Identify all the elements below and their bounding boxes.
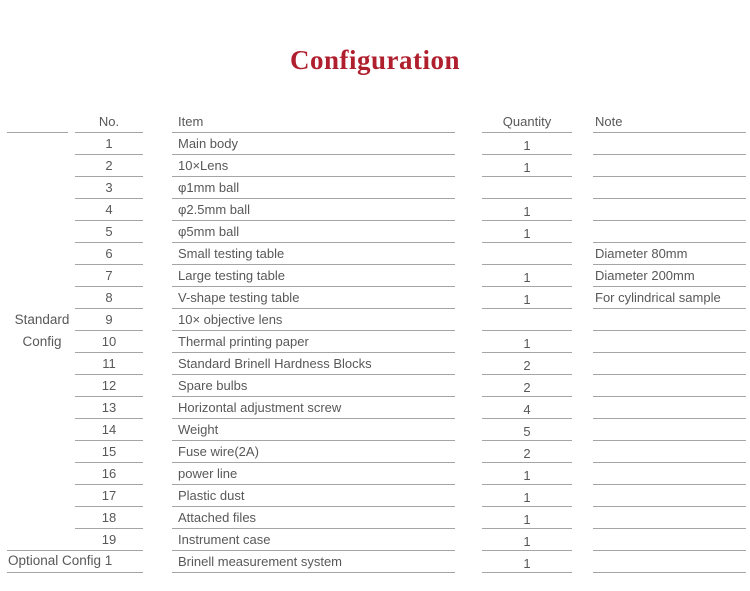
note-cell — [593, 463, 746, 485]
column-no — [75, 111, 143, 551]
no-cell: 7 — [75, 265, 143, 287]
item-cell: Large testing table — [172, 265, 455, 287]
item-cell: Small testing table — [172, 243, 455, 265]
quantity-cell: 4 — [482, 397, 572, 419]
note-cell — [593, 309, 746, 331]
no-cell: 17 — [75, 485, 143, 507]
note-cell — [593, 155, 746, 177]
quantity-cell: 1 — [482, 155, 572, 177]
note-cell — [593, 441, 746, 463]
page-title: Configuration — [289, 45, 461, 75]
column-header-note: Note — [593, 111, 746, 133]
item-cell: V-shape testing table — [172, 287, 455, 309]
item-cell-optional: Brinell measurement system — [172, 551, 455, 573]
quantity-cell: 5 — [482, 419, 572, 441]
quantity-cell: 1 — [482, 331, 572, 353]
group-label-standard: Standard — [14, 312, 70, 327]
note-cell — [593, 221, 746, 243]
column-header-no: No. — [75, 111, 143, 133]
note-cell — [593, 353, 746, 375]
note-cell — [593, 199, 746, 221]
quantity-cell-optional: 1 — [482, 551, 572, 573]
no-cell: 15 — [75, 441, 143, 463]
no-cell: 14 — [75, 419, 143, 441]
quantity-cell — [482, 177, 572, 199]
no-cell: 18 — [75, 507, 143, 529]
note-cell — [593, 375, 746, 397]
column-header-item: Item — [172, 111, 455, 133]
no-cell: 10 — [75, 331, 143, 353]
quantity-cell — [482, 243, 572, 265]
note-cell — [593, 419, 746, 441]
quantity-cell: 2 — [482, 375, 572, 397]
note-cell-optional — [593, 551, 746, 573]
quantity-cell: 1 — [482, 507, 572, 529]
no-cell: 19 — [75, 529, 143, 551]
note-cell: Diameter 200mm — [593, 265, 746, 287]
item-cell: Weight — [172, 419, 455, 441]
no-cell: 16 — [75, 463, 143, 485]
item-cell: φ5mm ball — [172, 221, 455, 243]
group-column-header-rule — [7, 132, 68, 133]
note-cell — [593, 397, 746, 419]
no-cell: 12 — [75, 375, 143, 397]
group-label-config: Config — [22, 334, 62, 349]
item-cell: Attached files — [172, 507, 455, 529]
item-cell: Fuse wire(2A) — [172, 441, 455, 463]
note-cell — [593, 507, 746, 529]
group-label-optional-config: Optional Config 1 — [7, 551, 143, 573]
note-cell: For cylindrical sample — [593, 287, 746, 309]
note-cell — [593, 177, 746, 199]
no-cell: 9 — [75, 309, 143, 331]
quantity-cell: 2 — [482, 353, 572, 375]
note-cell — [593, 485, 746, 507]
column-note — [593, 111, 746, 573]
no-cell: 13 — [75, 397, 143, 419]
column-header-quantity: Quantity — [482, 111, 572, 133]
item-cell: Standard Brinell Hardness Blocks — [172, 353, 455, 375]
quantity-cell: 1 — [482, 199, 572, 221]
item-cell: Instrument case — [172, 529, 455, 551]
item-cell: Plastic dust — [172, 485, 455, 507]
quantity-cell: 1 — [482, 265, 572, 287]
item-cell: Main body — [172, 133, 455, 155]
item-cell: φ1mm ball — [172, 177, 455, 199]
note-cell — [593, 331, 746, 353]
quantity-cell: 1 — [482, 463, 572, 485]
column-quantity — [482, 111, 572, 573]
note-cell — [593, 133, 746, 155]
no-cell: 5 — [75, 221, 143, 243]
item-cell: Thermal printing paper — [172, 331, 455, 353]
no-cell: 8 — [75, 287, 143, 309]
quantity-cell: 1 — [482, 287, 572, 309]
item-cell: 10× objective lens — [172, 309, 455, 331]
no-cell: 4 — [75, 199, 143, 221]
item-cell: power line — [172, 463, 455, 485]
quantity-cell: 1 — [482, 221, 572, 243]
item-cell: Horizontal adjustment screw — [172, 397, 455, 419]
quantity-cell: 1 — [482, 485, 572, 507]
quantity-cell: 1 — [482, 133, 572, 155]
no-cell: 3 — [75, 177, 143, 199]
item-cell: φ2.5mm ball — [172, 199, 455, 221]
no-cell: 11 — [75, 353, 143, 375]
quantity-cell: 2 — [482, 441, 572, 463]
item-cell: 10×Lens — [172, 155, 455, 177]
item-cell: Spare bulbs — [172, 375, 455, 397]
note-cell — [593, 529, 746, 551]
quantity-cell: 1 — [482, 529, 572, 551]
no-cell: 1 — [75, 133, 143, 155]
column-item — [172, 111, 455, 573]
quantity-cell — [482, 309, 572, 331]
no-cell: 6 — [75, 243, 143, 265]
note-cell: Diameter 80mm — [593, 243, 746, 265]
no-cell: 2 — [75, 155, 143, 177]
